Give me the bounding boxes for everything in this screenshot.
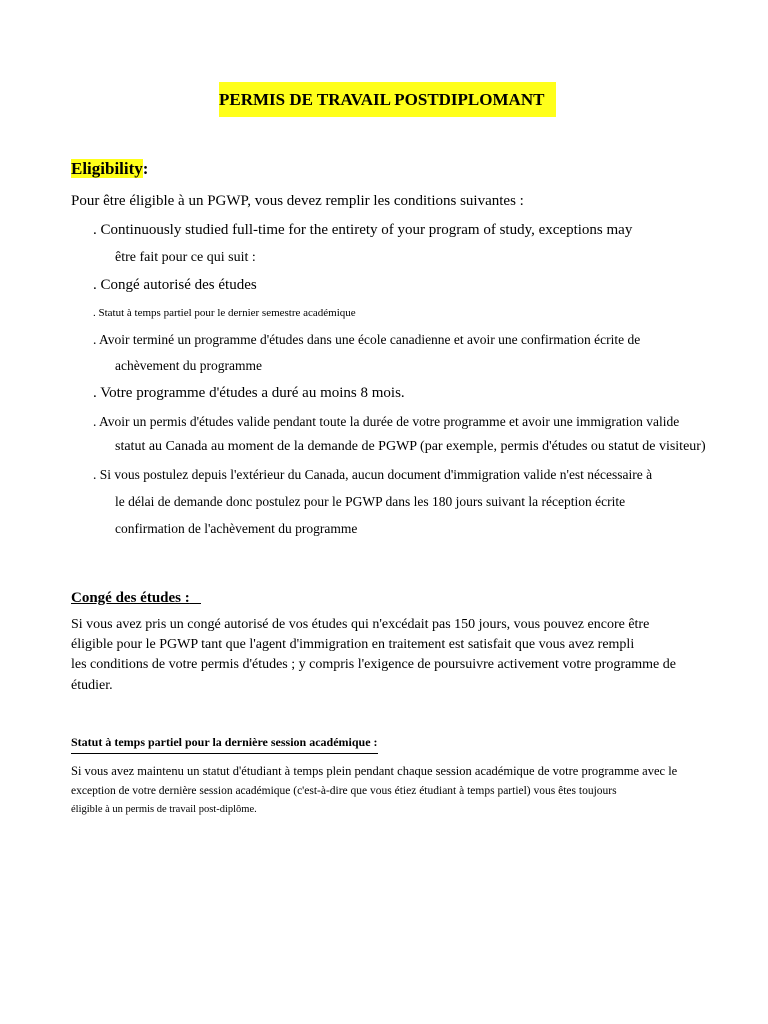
eligibility-item-3: . Statut à temps partiel pour le dernier semestre académique bbox=[93, 307, 356, 319]
eligibility-intro: Pour être éligible à un PGWP, vous devez remplir les conditions suivantes : bbox=[71, 193, 524, 209]
eligibility-item-7-line2: le délai de demande donc postulez pour le PGWP dans les 180 jours suivant la réception écrite bbox=[115, 494, 626, 509]
document-title bbox=[219, 82, 556, 117]
eligibility-item-4-line2: achèvement du programme bbox=[115, 358, 262, 373]
eligibility-item-5: . Votre programme d'études a duré au moins 8 mois. bbox=[93, 385, 405, 401]
conge-line-2: éligible pour le PGWP tant que l'agent d'immigration en traitement est satisfait que vous avez rempli bbox=[71, 637, 635, 652]
conge-heading-text: Congé des études : bbox=[71, 590, 190, 606]
eligibility-item-6-line2: statut au Canada au moment de la demande de PGWP (par exemple, permis d'études ou statut de visiteur) bbox=[115, 439, 706, 454]
eligibility-heading-text: Eligibility bbox=[71, 159, 143, 178]
conge-line-3: les conditions de votre permis d'études ; y compris l'exigence de poursuivre activement votre programme de bbox=[71, 657, 676, 672]
conge-heading bbox=[71, 588, 201, 608]
document-title-text: PERMIS DE TRAVAIL POSTDIPLOMANT bbox=[219, 90, 545, 109]
eligibility-item-7-line3: confirmation de l'achèvement du programme bbox=[115, 521, 358, 536]
eligibility-item-7-line1: . Si vous postulez depuis l'extérieur du Canada, aucun document d'immigration valide n'est nécessaire à bbox=[93, 467, 653, 482]
eligibility-item-4-line1: . Avoir terminé un programme d'études dans une école canadienne et avoir une confirmation écrite de bbox=[93, 332, 641, 347]
eligibility-item-1-line1: . Continuously studied full-time for the entirety of your program of study, exceptions may bbox=[93, 222, 633, 238]
eligibility-heading bbox=[71, 158, 148, 180]
eligibility-item-1-line2: être fait pour ce qui suit : bbox=[115, 250, 256, 265]
eligibility-heading-colon: : bbox=[142, 159, 149, 178]
statut-line-1: Si vous avez maintenu un statut d'étudiant à temps plein pendant chaque session académique de votre programme avec le bbox=[71, 764, 678, 778]
conge-line-4: étudier. bbox=[71, 678, 113, 693]
eligibility-item-6-line1: . Avoir un permis d'études valide pendant toute la durée de votre programme et avoir une immigration valide bbox=[93, 414, 680, 429]
statut-line-2: exception de votre dernière session académique (c'est-à-dire que vous étiez étudiant à temps partiel) vous êtes toujours bbox=[71, 785, 617, 797]
statut-line-3: éligible à un permis de travail post-diplôme. bbox=[71, 804, 257, 815]
conge-line-1: Si vous avez pris un congé autorisé de vos études qui n'excédait pas 150 jours, vous pouvez encore être bbox=[71, 617, 650, 632]
eligibility-item-2: . Congé autorisé des études bbox=[93, 277, 257, 293]
statut-heading: Statut à temps partiel pour la dernière session académique : bbox=[71, 734, 378, 754]
